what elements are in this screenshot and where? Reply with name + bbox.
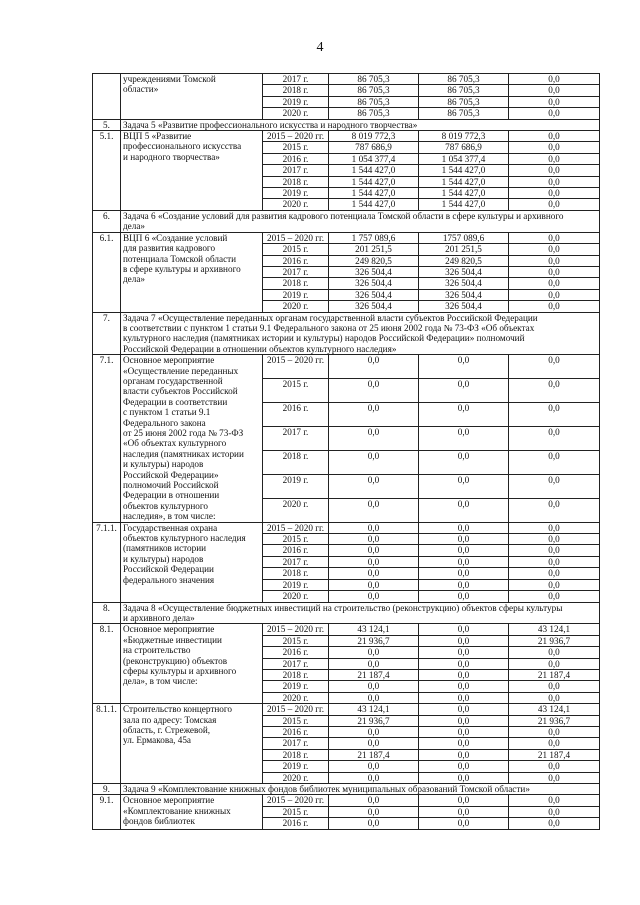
total-value: 0,0 — [329, 498, 419, 522]
regional-budget-value: 1757 089,6 — [419, 232, 509, 243]
period-cell: 2018 г. — [263, 176, 329, 187]
regional-budget-value: 326 504,4 — [419, 301, 509, 312]
regional-budget-value: 249 820,5 — [419, 255, 509, 266]
total-value: 1 544 427,0 — [329, 199, 419, 210]
period-cell: 2015 – 2020 гг. — [263, 795, 329, 806]
period-cell: 2015 г. — [263, 715, 329, 726]
period-cell: 2020 г. — [263, 199, 329, 210]
federal-budget-value: 0,0 — [509, 761, 600, 772]
total-value: 0,0 — [329, 738, 419, 749]
regional-budget-value: 787 686,9 — [419, 142, 509, 153]
period-cell: 2016 г. — [263, 818, 329, 829]
regional-budget-value: 1 544 427,0 — [419, 165, 509, 176]
total-value: 201 251,5 — [329, 244, 419, 255]
federal-budget-value: 0,0 — [509, 165, 600, 176]
total-value: 0,0 — [329, 450, 419, 474]
regional-budget-value: 0,0 — [419, 498, 509, 522]
federal-budget-value: 0,0 — [509, 534, 600, 545]
federal-budget-value: 0,0 — [509, 108, 600, 119]
period-cell: 2015 – 2020 гг. — [263, 232, 329, 243]
regional-budget-value: 0,0 — [419, 403, 509, 427]
period-cell: 2016 г. — [263, 726, 329, 737]
total-value: 0,0 — [329, 522, 419, 533]
regional-budget-value: 0,0 — [419, 426, 509, 450]
period-cell: 2017 г. — [263, 266, 329, 277]
period-cell: 2017 г. — [263, 658, 329, 669]
regional-budget-value: 1 544 427,0 — [419, 176, 509, 187]
regional-budget-value: 86 705,3 — [419, 108, 509, 119]
total-value: 0,0 — [329, 403, 419, 427]
period-cell: 2017 г. — [263, 556, 329, 567]
federal-budget-value: 0,0 — [509, 232, 600, 243]
federal-budget-value: 0,0 — [509, 199, 600, 210]
total-value: 326 504,4 — [329, 278, 419, 289]
period-cell: 2019 г. — [263, 96, 329, 107]
total-value: 43 124,1 — [329, 704, 419, 715]
year-row — [93, 704, 600, 715]
period-cell: 2017 г. — [263, 165, 329, 176]
period-cell: 2015 – 2020 гг. — [263, 355, 329, 379]
total-value: 0,0 — [329, 545, 419, 556]
period-cell: 2018 г. — [263, 450, 329, 474]
period-cell: 2019 г. — [263, 188, 329, 199]
funding-table-body — [93, 74, 600, 830]
regional-budget-value: 0,0 — [419, 355, 509, 379]
regional-budget-value: 0,0 — [419, 591, 509, 602]
federal-budget-value: 0,0 — [509, 96, 600, 107]
period-cell: 2015 г. — [263, 142, 329, 153]
task-row — [93, 210, 600, 232]
federal-budget-value: 0,0 — [509, 568, 600, 579]
year-row — [93, 624, 600, 635]
total-value: 0,0 — [329, 426, 419, 450]
total-value: 0,0 — [329, 761, 419, 772]
total-value: 0,0 — [329, 658, 419, 669]
federal-budget-value: 0,0 — [509, 142, 600, 153]
activity-name: учреждениями Томской области» — [121, 74, 263, 120]
regional-budget-value: 0,0 — [419, 818, 509, 829]
total-value: 1 544 427,0 — [329, 188, 419, 199]
federal-budget-value: 0,0 — [509, 681, 600, 692]
period-cell: 2020 г. — [263, 772, 329, 783]
task-row — [93, 119, 600, 130]
federal-budget-value: 21 187,4 — [509, 669, 600, 680]
federal-budget-value: 0,0 — [509, 498, 600, 522]
regional-budget-value: 0,0 — [419, 568, 509, 579]
total-value: 0,0 — [329, 818, 419, 829]
period-cell: 2015 – 2020 гг. — [263, 624, 329, 635]
row-number: 5.1. — [93, 131, 121, 211]
period-cell: 2015 – 2020 гг. — [263, 704, 329, 715]
task-title: Задача 9 «Комплектование книжных фондов библиотек муниципальных образований Томской области» — [121, 784, 600, 795]
regional-budget-value: 0,0 — [419, 635, 509, 646]
regional-budget-value: 0,0 — [419, 738, 509, 749]
federal-budget-value: 0,0 — [509, 647, 600, 658]
total-value: 0,0 — [329, 579, 419, 590]
regional-budget-value: 0,0 — [419, 806, 509, 817]
row-number: 7.1.1. — [93, 522, 121, 602]
federal-budget-value: 0,0 — [509, 244, 600, 255]
federal-budget-value: 0,0 — [509, 522, 600, 533]
total-value: 787 686,9 — [329, 142, 419, 153]
federal-budget-value: 21 936,7 — [509, 635, 600, 646]
federal-budget-value: 0,0 — [509, 426, 600, 450]
period-cell: 2018 г. — [263, 669, 329, 680]
regional-budget-value: 0,0 — [419, 749, 509, 760]
row-number: 7. — [93, 312, 121, 355]
total-value: 1 757 089,6 — [329, 232, 419, 243]
total-value: 1 054 377,4 — [329, 153, 419, 164]
federal-budget-value: 0,0 — [509, 738, 600, 749]
period-cell: 2015 г. — [263, 534, 329, 545]
regional-budget-value: 0,0 — [419, 704, 509, 715]
row-number: 5. — [93, 119, 121, 130]
regional-budget-value: 0,0 — [419, 715, 509, 726]
federal-budget-value: 43 124,1 — [509, 704, 600, 715]
period-cell: 2017 г. — [263, 738, 329, 749]
period-cell: 2015 г. — [263, 244, 329, 255]
total-value: 0,0 — [329, 681, 419, 692]
total-value: 0,0 — [329, 591, 419, 602]
regional-budget-value: 326 504,4 — [419, 278, 509, 289]
federal-budget-value: 0,0 — [509, 795, 600, 806]
page-number: 4 — [316, 40, 324, 55]
federal-budget-value: 0,0 — [509, 403, 600, 427]
federal-budget-value: 0,0 — [509, 474, 600, 498]
row-number — [93, 74, 121, 120]
activity-name: ВЦП 5 «Развитие профессионального искусства и народного творчества» — [121, 131, 263, 211]
task-row — [93, 784, 600, 795]
year-row — [93, 355, 600, 379]
period-cell: 2015 г. — [263, 635, 329, 646]
federal-budget-value: 0,0 — [509, 379, 600, 403]
regional-budget-value: 8 019 772,3 — [419, 131, 509, 142]
federal-budget-value: 0,0 — [509, 818, 600, 829]
federal-budget-value: 0,0 — [509, 450, 600, 474]
regional-budget-value: 0,0 — [419, 692, 509, 703]
year-row — [93, 232, 600, 243]
federal-budget-value: 0,0 — [509, 658, 600, 669]
activity-name: Основное мероприятие «Комплектование книжных фондов библиотек — [121, 795, 263, 829]
period-cell: 2018 г. — [263, 568, 329, 579]
period-cell: 2019 г. — [263, 579, 329, 590]
total-value: 0,0 — [329, 772, 419, 783]
total-value: 0,0 — [329, 795, 419, 806]
period-cell: 2020 г. — [263, 301, 329, 312]
total-value: 21 936,7 — [329, 715, 419, 726]
period-cell: 2016 г. — [263, 255, 329, 266]
regional-budget-value: 1 054 377,4 — [419, 153, 509, 164]
period-cell: 2015 – 2020 гг. — [263, 131, 329, 142]
total-value: 0,0 — [329, 726, 419, 737]
year-row — [93, 522, 600, 533]
total-value: 86 705,3 — [329, 108, 419, 119]
federal-budget-value: 0,0 — [509, 726, 600, 737]
year-row — [93, 74, 600, 85]
total-value: 8 019 772,3 — [329, 131, 419, 142]
period-cell: 2015 г. — [263, 379, 329, 403]
total-value: 86 705,3 — [329, 74, 419, 85]
total-value: 249 820,5 — [329, 255, 419, 266]
activity-name: Строительство концертного зала по адресу: Томская область, г. Стрежевой, ул. Ермакова, 45а — [121, 704, 263, 784]
period-cell: 2015 – 2020 гг. — [263, 522, 329, 533]
total-value: 0,0 — [329, 556, 419, 567]
total-value: 0,0 — [329, 806, 419, 817]
regional-budget-value: 0,0 — [419, 579, 509, 590]
year-row — [93, 131, 600, 142]
federal-budget-value: 0,0 — [509, 153, 600, 164]
regional-budget-value: 0,0 — [419, 545, 509, 556]
activity-name: Государственная охрана объектов культурного наследия (памятников истории и культуры) народов Российской Федерации федерального значения — [121, 522, 263, 602]
regional-budget-value: 0,0 — [419, 450, 509, 474]
total-value: 1 544 427,0 — [329, 165, 419, 176]
regional-budget-value: 86 705,3 — [419, 85, 509, 96]
period-cell: 2017 г. — [263, 74, 329, 85]
period-cell: 2018 г. — [263, 85, 329, 96]
regional-budget-value: 0,0 — [419, 681, 509, 692]
period-cell: 2016 г. — [263, 647, 329, 658]
total-value: 21 187,4 — [329, 749, 419, 760]
federal-budget-value: 0,0 — [509, 772, 600, 783]
federal-budget-value: 0,0 — [509, 692, 600, 703]
row-number: 9.1. — [93, 795, 121, 829]
federal-budget-value: 0,0 — [509, 289, 600, 300]
total-value: 0,0 — [329, 474, 419, 498]
regional-budget-value: 0,0 — [419, 772, 509, 783]
federal-budget-value: 0,0 — [509, 176, 600, 187]
activity-name: Основное мероприятие «Бюджетные инвестиции на строительство (реконструкцию) объектов сферы культуры и архивного дела», в том числе: — [121, 624, 263, 704]
task-row — [93, 602, 600, 624]
period-cell: 2019 г. — [263, 761, 329, 772]
regional-budget-value: 0,0 — [419, 522, 509, 533]
period-cell: 2019 г. — [263, 289, 329, 300]
period-cell: 2020 г. — [263, 591, 329, 602]
row-number: 8. — [93, 602, 121, 624]
period-cell: 2015 г. — [263, 806, 329, 817]
row-number: 8.1.1. — [93, 704, 121, 784]
regional-budget-value: 0,0 — [419, 795, 509, 806]
period-cell: 2018 г. — [263, 749, 329, 760]
task-title: Задача 5 «Развитие профессионального искусства и народного творчества» — [121, 119, 600, 130]
federal-budget-value: 0,0 — [509, 266, 600, 277]
year-row — [93, 795, 600, 806]
total-value: 0,0 — [329, 692, 419, 703]
federal-budget-value: 0,0 — [509, 806, 600, 817]
federal-budget-value: 21 936,7 — [509, 715, 600, 726]
regional-budget-value: 0,0 — [419, 379, 509, 403]
regional-budget-value: 1 544 427,0 — [419, 188, 509, 199]
regional-budget-value: 0,0 — [419, 726, 509, 737]
federal-budget-value: 0,0 — [509, 188, 600, 199]
federal-budget-value: 0,0 — [509, 556, 600, 567]
regional-budget-value: 0,0 — [419, 761, 509, 772]
federal-budget-value: 0,0 — [509, 74, 600, 85]
federal-budget-value: 0,0 — [509, 579, 600, 590]
funding-table — [92, 73, 600, 830]
regional-budget-value: 201 251,5 — [419, 244, 509, 255]
row-number: 6.1. — [93, 232, 121, 312]
period-cell: 2016 г. — [263, 403, 329, 427]
federal-budget-value: 0,0 — [509, 301, 600, 312]
total-value: 326 504,4 — [329, 301, 419, 312]
federal-budget-value: 21 187,4 — [509, 749, 600, 760]
period-cell: 2019 г. — [263, 681, 329, 692]
federal-budget-value: 43 124,1 — [509, 624, 600, 635]
period-cell: 2020 г. — [263, 692, 329, 703]
regional-budget-value: 0,0 — [419, 534, 509, 545]
period-cell: 2019 г. — [263, 474, 329, 498]
federal-budget-value: 0,0 — [509, 278, 600, 289]
total-value: 0,0 — [329, 568, 419, 579]
task-row — [93, 312, 600, 355]
federal-budget-value: 0,0 — [509, 131, 600, 142]
regional-budget-value: 326 504,4 — [419, 266, 509, 277]
total-value: 0,0 — [329, 647, 419, 658]
period-cell: 2020 г. — [263, 108, 329, 119]
task-title: Задача 7 «Осуществление переданных органам государственной власти субъектов Российской Федерации в соответствии с пунктом 1 статьи 9.1 Федерального закона от 25 июня 2002 года № 73-ФЗ «Об объектах культурного наследия (памятниках истории и культуры) народов Российской Федерации» полномочий Российской Федерации в отношении объектов культурного наследия» — [121, 312, 600, 355]
regional-budget-value: 0,0 — [419, 474, 509, 498]
regional-budget-value: 0,0 — [419, 556, 509, 567]
activity-name: Основное мероприятие «Осуществление переданных органам государственной власти субъектов Российской Федерации в соответствии с пунктом 1 статьи 9.1 Федерального закона от 25 июня 2002 года № 73-ФЗ «Об объектах культурного наследия (памятниках истории и культуры) народов Российской Федерации» полномочий Российской Федерации в отношении объектов культурного наследия», в том числе: — [121, 355, 263, 523]
total-value: 86 705,3 — [329, 85, 419, 96]
federal-budget-value: 0,0 — [509, 545, 600, 556]
row-number: 7.1. — [93, 355, 121, 523]
total-value: 326 504,4 — [329, 266, 419, 277]
regional-budget-value: 0,0 — [419, 624, 509, 635]
federal-budget-value: 0,0 — [509, 591, 600, 602]
task-title: Задача 6 «Создание условий для развития кадрового потенциала Томской области в сфере культуры и архивного дела» — [121, 210, 600, 232]
regional-budget-value: 326 504,4 — [419, 289, 509, 300]
total-value: 1 544 427,0 — [329, 176, 419, 187]
regional-budget-value: 1 544 427,0 — [419, 199, 509, 210]
row-number: 8.1. — [93, 624, 121, 704]
total-value: 21 936,7 — [329, 635, 419, 646]
period-cell: 2016 г. — [263, 153, 329, 164]
federal-budget-value: 0,0 — [509, 355, 600, 379]
total-value: 326 504,4 — [329, 289, 419, 300]
regional-budget-value: 86 705,3 — [419, 74, 509, 85]
regional-budget-value: 0,0 — [419, 647, 509, 658]
regional-budget-value: 0,0 — [419, 669, 509, 680]
regional-budget-value: 86 705,3 — [419, 96, 509, 107]
federal-budget-value: 0,0 — [509, 85, 600, 96]
period-cell: 2020 г. — [263, 498, 329, 522]
period-cell: 2018 г. — [263, 278, 329, 289]
period-cell: 2016 г. — [263, 545, 329, 556]
total-value: 86 705,3 — [329, 96, 419, 107]
federal-budget-value: 0,0 — [509, 255, 600, 266]
row-number: 9. — [93, 784, 121, 795]
row-number: 6. — [93, 210, 121, 232]
total-value: 21 187,4 — [329, 669, 419, 680]
task-title: Задача 8 «Осуществление бюджетных инвестиций на строительство (реконструкцию) объектов сферы культуры и архивного дела» — [121, 602, 600, 624]
total-value: 0,0 — [329, 379, 419, 403]
activity-name: ВЦП 6 «Создание условий для развития кадрового потенциала Томской области в сфере культуры и архивного дела» — [121, 232, 263, 312]
total-value: 0,0 — [329, 534, 419, 545]
total-value: 43 124,1 — [329, 624, 419, 635]
regional-budget-value: 0,0 — [419, 658, 509, 669]
period-cell: 2017 г. — [263, 426, 329, 450]
total-value: 0,0 — [329, 355, 419, 379]
